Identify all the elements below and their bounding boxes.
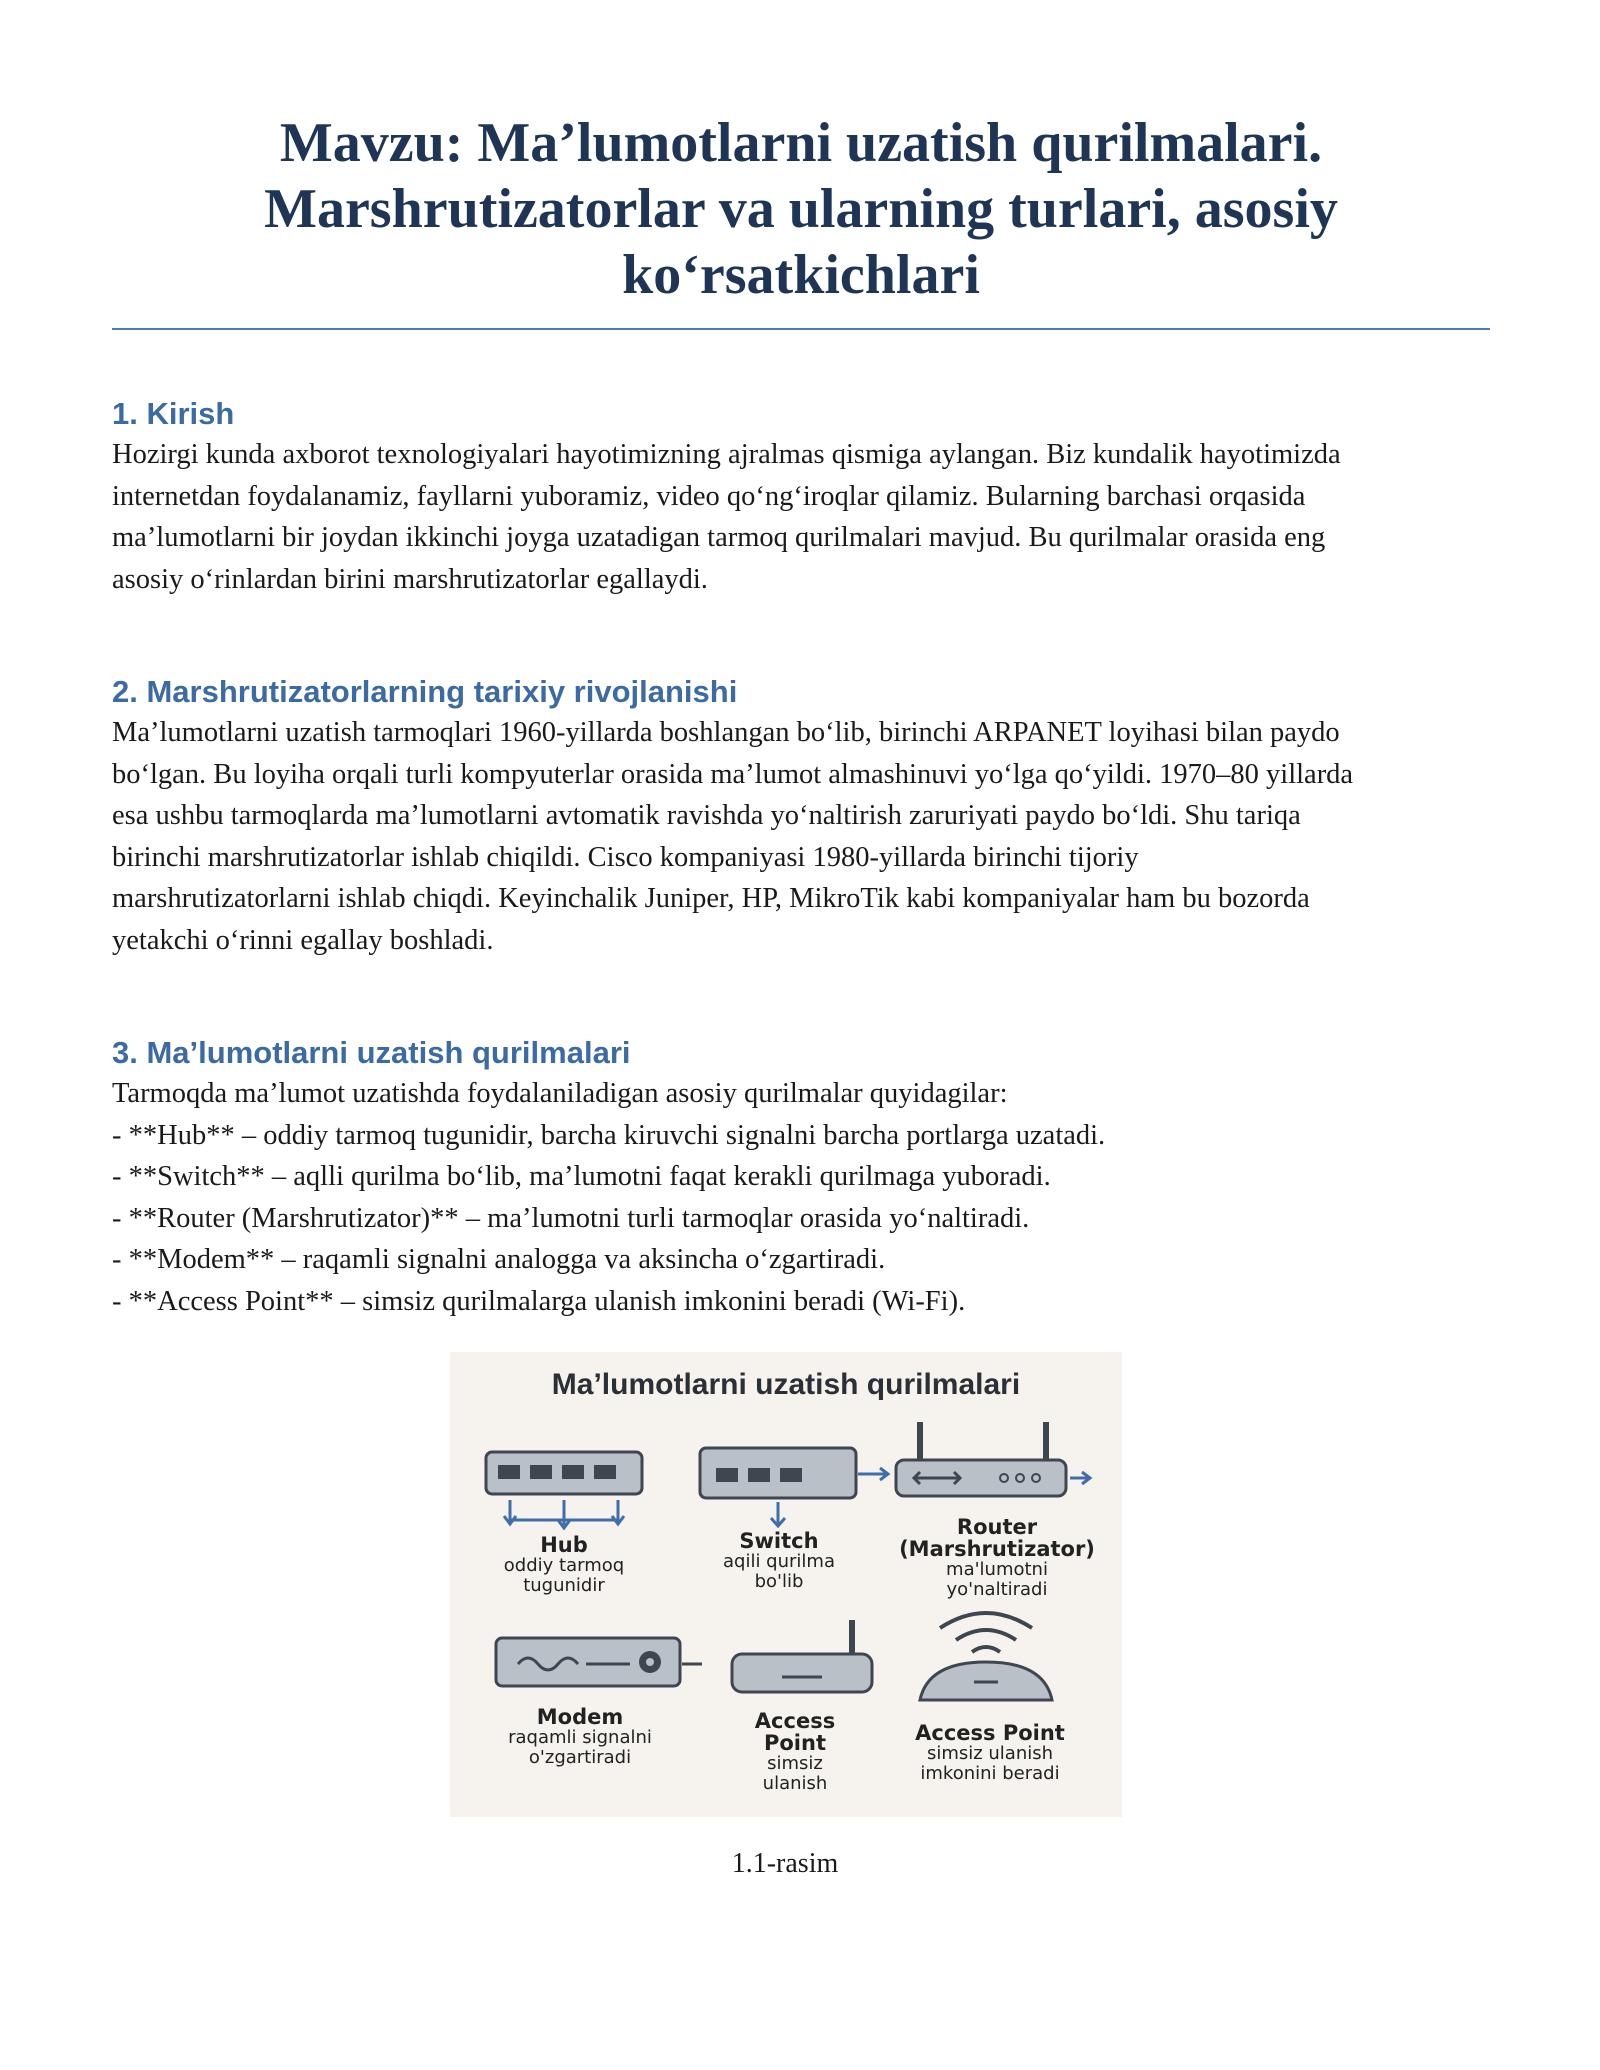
section-heading: 1. Kirish (112, 396, 235, 431)
device-description: oddiy tarmoq (503, 1555, 625, 1576)
text-line: asosiy o‘rinlardan birini marshrutizatorlar egallaydi. (112, 563, 708, 595)
device-description: o'zgartiradi (528, 1747, 632, 1768)
list-item: - **Hub** – oddiy tarmoq tugunidir, barcha kiruvchi signalni barcha portlarga uzatadi. (112, 1119, 1106, 1151)
device-name: Modem (536, 1705, 624, 1729)
modem-label (480, 1706, 680, 1768)
text-line: Ma’lumotlarni uzatish tarmoqlari 1960-yillarda boshlangan bo‘lib, birinchi ARPANET loyihasi bilan paydo (112, 717, 1340, 748)
text-line: birinchi marshrutizatorlar ishlab chiqildi. Cisco kompaniyasi 1980-yillarda birinchi tijoriy (112, 841, 1139, 873)
router-label (882, 1516, 1112, 1600)
section-heading: 2. Marshrutizatorlarning tarixiy rivojlanishi (112, 674, 738, 709)
list-item: - **Modem** – raqamli signalni analogga va aksincha o‘zgartiradi. (112, 1244, 886, 1275)
section-heading: 3. Ma’lumotlarni uzatish qurilmalari (112, 1035, 631, 1070)
devices-figure (450, 1352, 1122, 1817)
switch-icon (700, 1448, 888, 1526)
device-name-secondary: (Marshrutizator) (899, 1537, 1095, 1561)
wifi-access-point-icon (920, 1613, 1052, 1700)
device-name: Hub (540, 1533, 588, 1557)
list-item: - **Access Point** – simsiz qurilmalarga ulanish imkonini beradi (Wi-Fi). (112, 1285, 966, 1317)
wifi-access-point-label (880, 1722, 1100, 1784)
router-icon (896, 1422, 1090, 1496)
hub-label (466, 1534, 662, 1596)
device-description: bo'lib (754, 1571, 804, 1592)
list-item: - **Router (Marshrutizator)** – ma’lumotni turli tarmoqlar orasida yo‘naltiradi. (112, 1202, 1030, 1234)
list-intro: Tarmoqda ma’lumot uzatishda foydalaniladigan asosiy qurilmalar quyidagilar: (112, 1078, 1008, 1109)
device-name: Router (956, 1515, 1038, 1539)
paragraph (112, 712, 1490, 961)
device-description: yo'naltiradi (946, 1579, 1048, 1600)
section-introduction (112, 394, 1490, 600)
device-description: ulanish (762, 1773, 828, 1794)
modem-icon (496, 1638, 702, 1686)
device-description: raqamli signalni (508, 1727, 652, 1748)
title-divider (112, 328, 1490, 330)
figure-title: Ma’lumotlarni uzatish qurilmalari (551, 1368, 1021, 1401)
device-name: Access Point (915, 1721, 1065, 1745)
document-title (151, 110, 1451, 308)
switch-label (674, 1530, 884, 1592)
text-line: yetakchi o‘rinni egallay boshladi. (112, 924, 494, 956)
section-devices (112, 1033, 1490, 1322)
device-description: simsiz (767, 1753, 823, 1774)
device-name: Switch (739, 1529, 819, 1553)
list-item: - **Switch** – aqlli qurilma bo‘lib, ma’lumotni faqat kerakli qurilmaga yuboradi. (112, 1161, 1051, 1192)
device-name: Access (754, 1709, 836, 1733)
title-line: Marshrutizatorlar va ularning turlari, asosiy (264, 178, 1338, 240)
document-page (112, 110, 1490, 1322)
device-description: aqili qurilma (723, 1551, 835, 1572)
device-description: imkonini beradi (920, 1763, 1060, 1784)
device-name-secondary: Point (763, 1731, 826, 1755)
figure-caption: 1.1-rasim (731, 1848, 839, 1879)
device-description: ma'lumotni (946, 1559, 1048, 1580)
access-point-label (720, 1710, 870, 1794)
text-line: bo‘lgan. Bu loyiha orqali turli kompyuterlar orasida ma’lumot almashinuvi yo‘lga qo‘yildi. 1970–80 yillarda (112, 758, 1354, 790)
paragraph (112, 434, 1490, 600)
device-description: tugunidir (523, 1575, 605, 1596)
title-line: Mavzu: Ma’lumotlarni uzatish qurilmalari. (279, 112, 1323, 174)
text-line: marshrutizatorlarni ishlab chiqdi. Keyinchalik Juniper, HP, MikroTik kabi kompaniyalar ham bu bozorda (112, 883, 1310, 914)
text-line: ma’lumotlarni bir joydan ikkinchi joyga uzatadigan tarmoq qurilmalari mavjud. Bu qurilmalar orasida eng (112, 522, 1326, 553)
section-history (112, 672, 1490, 961)
text-line: esa ushbu tarmoqlarda ma’lumotlarni avtomatik ravishda yo‘naltirish zaruriyati paydo bo‘ldi. Shu tariqa (112, 800, 1301, 831)
text-line: Hozirgi kunda axborot texnologiyalari hayotimizning ajralmas qismiga aylangan. Biz kundalik hayotimizda (112, 439, 1341, 470)
text-line: internetdan foydalanamiz, fayllarni yuboramiz, video qo‘ng‘iroqlar qilamiz. Bularning barchasi orqasida (112, 480, 1306, 512)
access-point-icon (732, 1620, 872, 1692)
title-line: ko‘rsatkichlari (622, 244, 980, 306)
device-description: simsiz ulanish (926, 1743, 1054, 1764)
hub-icon (486, 1452, 642, 1528)
